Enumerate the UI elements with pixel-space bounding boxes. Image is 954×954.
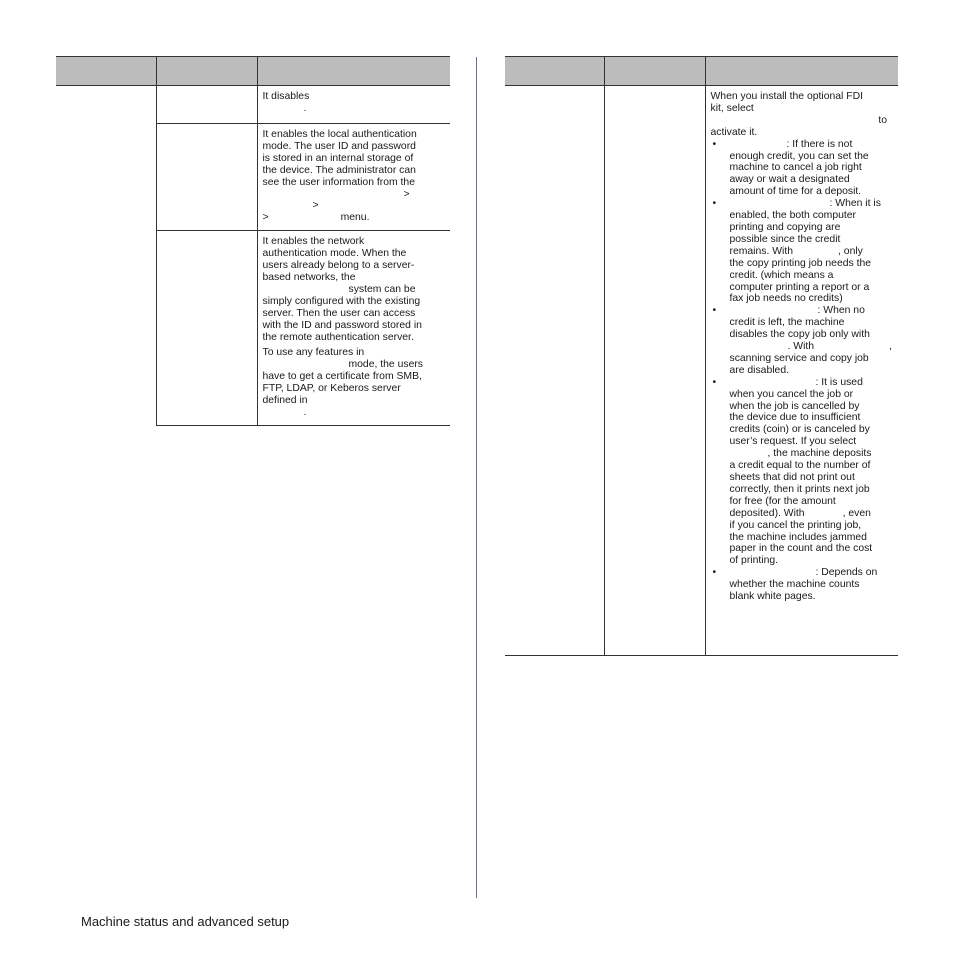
description-cell [257, 124, 450, 231]
text-line: kit, select [710, 102, 754, 114]
text-line: is stored in an internal storage of [262, 152, 414, 164]
text-line: enough credit, you can set the [729, 150, 869, 162]
text-line: enabled, the both computer [729, 210, 857, 222]
text-line: . [303, 102, 307, 114]
paragraph [263, 236, 447, 343]
text-line: , the machine deposits [767, 448, 872, 460]
text-line: paper in the count and the cost [729, 543, 873, 555]
text-line: mode, the users [348, 359, 424, 371]
list-item [711, 198, 895, 305]
bullet-icon: • [712, 567, 717, 579]
text-line: credit. (which means a [729, 269, 834, 281]
text-line: sheets that did not print out [729, 472, 855, 483]
text-line: see the user information from the [262, 176, 415, 188]
bullet-icon: • [712, 376, 717, 388]
text-line: have to get a certificate from SMB, [262, 371, 422, 383]
description-cell [257, 231, 450, 426]
text-fragment: remains. With [729, 245, 794, 257]
text-line: the machine includes jammed [729, 531, 867, 543]
text-fragment: , only [838, 245, 863, 257]
text-line: defined in [262, 395, 308, 407]
text-fragment: menu. [340, 212, 370, 224]
text-line: amount of time for a deposit. [729, 186, 862, 198]
text-line: server. Then the user can access [262, 307, 416, 319]
text-line: When you install the optional FDI [710, 91, 863, 102]
text-line: machine to cancel a job right [729, 162, 862, 174]
text-line: away or wait a designated [729, 174, 850, 186]
list-item [711, 305, 895, 376]
text-line: . [303, 406, 307, 418]
bullet-icon: • [712, 305, 717, 317]
text-line: with the ID and password stored in [262, 319, 422, 331]
header-cell [257, 57, 450, 86]
bullet-icon: • [712, 198, 717, 210]
text-line: the copy printing job needs the [729, 257, 872, 269]
text-line: : When it is [829, 198, 881, 210]
value-cell [156, 124, 257, 231]
description-cell [705, 86, 898, 656]
text-line: mode. The user ID and password [262, 140, 416, 152]
text-line: : Depends on [815, 567, 878, 579]
text-line: when the job is cancelled by [729, 400, 860, 412]
text-line: printing and copying are [729, 221, 841, 233]
text-line: the remote authentication server. [262, 331, 414, 343]
text-line [730, 341, 895, 353]
text-line: based networks, the [262, 271, 356, 283]
text-line: if you cancel the printing job, [729, 519, 862, 531]
header-cell [156, 57, 257, 86]
text-line [730, 246, 895, 258]
text-line: scanning service and copy job [729, 352, 869, 364]
option-list [711, 139, 895, 603]
left-settings-table [56, 56, 450, 426]
header-cell [604, 57, 705, 86]
text-line [730, 508, 895, 520]
text-line: It disables [262, 91, 310, 102]
list-item [711, 567, 895, 603]
page-footer: Machine status and advanced setup [81, 914, 290, 929]
option-cell [505, 86, 604, 656]
text-line: system can be [348, 283, 416, 295]
text-line: FTP, LDAP, or Keberos server [262, 383, 401, 395]
text-line: credits (coin) or is canceled by [729, 424, 870, 436]
text-line: credit is left, the machine [729, 317, 845, 329]
text-line: To use any features in [262, 347, 365, 359]
list-item [711, 139, 895, 199]
value-cell [156, 86, 257, 124]
text-line: computer printing a report or a [729, 281, 870, 293]
text-line: whether the machine counts [729, 579, 860, 591]
text-line: the device due to insufficient [729, 412, 861, 424]
text-line: for free (for the amount [729, 495, 836, 507]
text-line: correctly, then it prints next job [729, 483, 870, 495]
text-line: > [403, 188, 410, 200]
text-line: a credit equal to the number of [729, 460, 871, 472]
description-cell [257, 86, 450, 124]
text-line: > [312, 200, 319, 212]
text-fragment: . With [787, 341, 815, 353]
text-line: when you cancel the job or [729, 388, 854, 400]
text-line: user’s request. If you select [729, 436, 857, 448]
left-table-header-row [56, 57, 450, 86]
text-line: : If there is not [786, 138, 853, 150]
header-cell [56, 57, 156, 86]
text-fragment: deposited). With [729, 507, 805, 519]
text-line: It enables the network [262, 236, 365, 248]
text-line: are disabled. [729, 364, 789, 376]
option-cell [56, 86, 156, 426]
text-line [263, 212, 447, 224]
value-cell [604, 86, 705, 656]
text-line: fax job needs no credits) [729, 293, 843, 305]
text-fragment: > [262, 212, 269, 224]
bullet-icon: • [712, 138, 717, 150]
text-line: : When no [817, 305, 865, 317]
text-line: possible since the credit [729, 233, 841, 245]
text-line: disables the copy job only with [729, 329, 870, 341]
header-cell [705, 57, 898, 86]
list-item [711, 377, 895, 568]
text-line: activate it. [710, 126, 758, 138]
right-table-header-row [505, 57, 898, 86]
text-line: blank white pages. [729, 591, 816, 603]
text-line: simply configured with the existing [262, 295, 421, 307]
right-settings-table [505, 56, 898, 656]
text-line: users already belong to a server- [262, 260, 415, 272]
table-row [505, 86, 898, 656]
header-cell [505, 57, 604, 86]
text-fragment: , even [842, 507, 871, 519]
text-line: of printing. [729, 555, 779, 567]
table-row [56, 86, 450, 124]
text-line: the device. The administrator can [262, 164, 416, 176]
paragraph [263, 347, 447, 418]
text-line: to [878, 114, 887, 126]
value-cell [156, 231, 257, 426]
text-line: It enables the local authentication [262, 129, 417, 140]
text-line: : It is used [815, 376, 863, 388]
text-fragment: , [889, 341, 892, 353]
text-line: authentication mode. When the [262, 248, 407, 260]
column-divider [476, 57, 477, 898]
